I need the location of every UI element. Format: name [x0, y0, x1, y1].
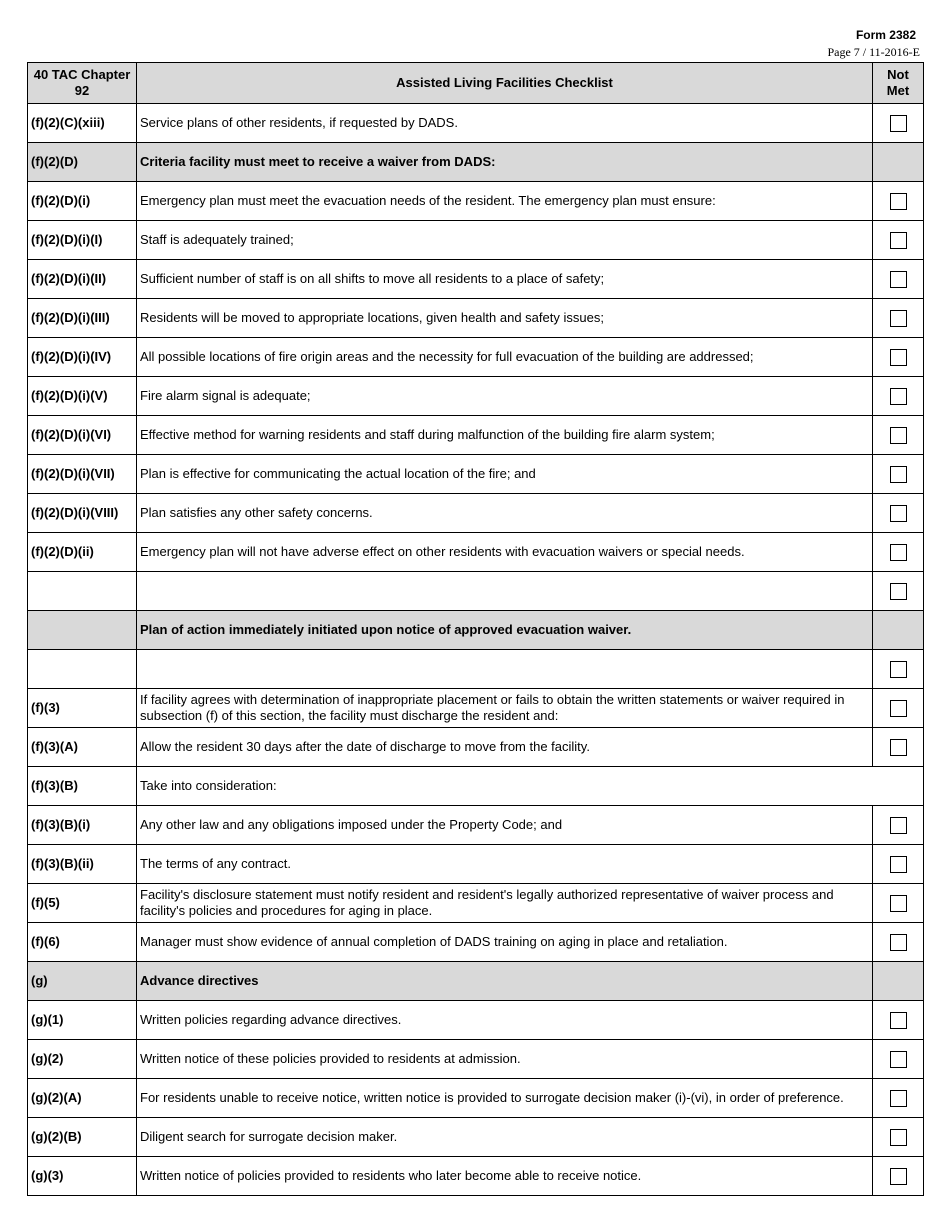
not-met-checkbox[interactable] [890, 1129, 907, 1146]
table-row [28, 1001, 924, 1040]
checklist-table [27, 62, 924, 1196]
requirement-text: Service plans of other residents, if requested by DADS. [137, 104, 873, 143]
rule-code: (f)(2)(C)(xiii) [28, 104, 137, 143]
not-met-cell [873, 572, 924, 611]
not-met-cell [873, 143, 924, 182]
table-row [28, 338, 924, 377]
table-row [28, 104, 924, 143]
not-met-cell [873, 377, 924, 416]
table-row [28, 1079, 924, 1118]
not-met-checkbox[interactable] [890, 934, 907, 951]
not-met-cell [873, 650, 924, 689]
table-row [28, 572, 924, 611]
rule-code: (f)(2)(D) [28, 143, 137, 182]
not-met-checkbox[interactable] [890, 895, 907, 912]
requirement-text: The terms of any contract. [137, 845, 873, 884]
not-met-checkbox[interactable] [890, 739, 907, 756]
section-heading: Plan of action immediately initiated upon notice of approved evacuation waiver. [137, 611, 873, 650]
not-met-cell [873, 1040, 924, 1079]
rule-code: (f)(3)(B) [28, 767, 137, 806]
not-met-checkbox[interactable] [890, 505, 907, 522]
table-row [28, 767, 924, 806]
not-met-cell [873, 494, 924, 533]
not-met-checkbox[interactable] [890, 1090, 907, 1107]
requirement-text [137, 572, 873, 611]
requirement-text: If facility agrees with determination of inappropriate placement or fails to obtain the written statements or waiver required in subsection (f) of this section, the facility must discharge the resident and: [137, 689, 873, 728]
not-met-checkbox[interactable] [890, 427, 907, 444]
rule-code: (f)(6) [28, 923, 137, 962]
not-met-checkbox[interactable] [890, 466, 907, 483]
not-met-cell [873, 1118, 924, 1157]
not-met-checkbox[interactable] [890, 817, 907, 834]
requirement-text: Written notice of these policies provided to residents at admission. [137, 1040, 873, 1079]
table-row [28, 845, 924, 884]
table-row [28, 182, 924, 221]
section-heading: Advance directives [137, 962, 873, 1001]
table-row [28, 728, 924, 767]
requirement-text: Facility's disclosure statement must notify resident and resident's legally authorized representative of waiver process and facility's policies and procedures for aging in place. [137, 884, 873, 923]
requirement-text: Diligent search for surrogate decision maker. [137, 1118, 873, 1157]
rule-code: (f)(3) [28, 689, 137, 728]
table-row [28, 1118, 924, 1157]
not-met-cell [873, 806, 924, 845]
table-row [28, 416, 924, 455]
not-met-checkbox[interactable] [890, 856, 907, 873]
requirement-text: Staff is adequately trained; [137, 221, 873, 260]
table-row [28, 377, 924, 416]
section-row [28, 143, 924, 182]
not-met-checkbox[interactable] [890, 1168, 907, 1185]
rule-code: (g)(2)(B) [28, 1118, 137, 1157]
rule-code: (f)(2)(D)(i) [28, 182, 137, 221]
not-met-cell [873, 689, 924, 728]
rule-code: (g)(2) [28, 1040, 137, 1079]
requirement-text: For residents unable to receive notice, written notice is provided to surrogate decision maker (i)-(vi), in order of preference. [137, 1079, 873, 1118]
not-met-checkbox[interactable] [890, 349, 907, 366]
not-met-checkbox[interactable] [890, 1012, 907, 1029]
not-met-checkbox[interactable] [890, 583, 907, 600]
section-row [28, 611, 924, 650]
requirement-text: Effective method for warning residents and staff during malfunction of the building fire alarm system; [137, 416, 873, 455]
rule-code [28, 572, 137, 611]
not-met-cell [873, 182, 924, 221]
rule-code: (f)(2)(D)(i)(IV) [28, 338, 137, 377]
column-header-checklist: Assisted Living Facilities Checklist [137, 63, 873, 104]
table-row [28, 1157, 924, 1196]
not-met-cell [873, 1079, 924, 1118]
rule-code: (f)(3)(B)(i) [28, 806, 137, 845]
rule-code: (g) [28, 962, 137, 1001]
rule-code: (f)(3)(B)(ii) [28, 845, 137, 884]
not-met-cell [873, 845, 924, 884]
requirement-text: All possible locations of fire origin areas and the necessity for full evacuation of the building are addressed; [137, 338, 873, 377]
rule-code: (g)(3) [28, 1157, 137, 1196]
not-met-checkbox[interactable] [890, 661, 907, 678]
table-row [28, 650, 924, 689]
table-row [28, 884, 924, 923]
column-header-code: 40 TAC Chapter 92 [28, 63, 137, 104]
requirement-text: Allow the resident 30 days after the date of discharge to move from the facility. [137, 728, 873, 767]
requirement-text: Written notice of policies provided to residents who later become able to receive notice. [137, 1157, 873, 1196]
rule-code: (g)(1) [28, 1001, 137, 1040]
not-met-cell [873, 338, 924, 377]
rule-code: (f)(2)(D)(i)(II) [28, 260, 137, 299]
not-met-cell [873, 260, 924, 299]
requirement-text: Any other law and any obligations imposed under the Property Code; and [137, 806, 873, 845]
requirement-text: Fire alarm signal is adequate; [137, 377, 873, 416]
requirement-text: Residents will be moved to appropriate locations, given health and safety issues; [137, 299, 873, 338]
rule-code: (f)(2)(D)(ii) [28, 533, 137, 572]
requirement-text: Plan is effective for communicating the actual location of the fire; and [137, 455, 873, 494]
not-met-checkbox[interactable] [890, 700, 907, 717]
not-met-checkbox[interactable] [890, 232, 907, 249]
table-row [28, 455, 924, 494]
not-met-cell [873, 962, 924, 1001]
not-met-cell [873, 923, 924, 962]
rule-code: (f)(2)(D)(i)(VI) [28, 416, 137, 455]
not-met-checkbox[interactable] [890, 1051, 907, 1068]
section-row [28, 962, 924, 1001]
not-met-checkbox[interactable] [890, 388, 907, 405]
not-met-cell [873, 299, 924, 338]
requirement-text [137, 650, 873, 689]
table-row [28, 923, 924, 962]
column-header-not-met: Not Met [873, 63, 924, 104]
rule-code: (f)(2)(D)(i)(III) [28, 299, 137, 338]
rule-code: (f)(3)(A) [28, 728, 137, 767]
requirement-text: Emergency plan will not have adverse effect on other residents with evacuation waivers or special needs. [137, 533, 873, 572]
requirement-text: Plan satisfies any other safety concerns. [137, 494, 873, 533]
table-header-row [28, 63, 924, 104]
table-row [28, 221, 924, 260]
not-met-cell [873, 611, 924, 650]
not-met-cell [873, 533, 924, 572]
rule-code: (f)(2)(D)(i)(VIII) [28, 494, 137, 533]
not-met-checkbox[interactable] [890, 310, 907, 327]
table-row [28, 689, 924, 728]
table-row [28, 494, 924, 533]
not-met-cell [873, 1001, 924, 1040]
requirement-text: Written policies regarding advance directives. [137, 1001, 873, 1040]
table-row [28, 299, 924, 338]
rule-code [28, 611, 137, 650]
requirement-text: Manager must show evidence of annual completion of DADS training on aging in place and retaliation. [137, 923, 873, 962]
requirement-text: Emergency plan must meet the evacuation needs of the resident. The emergency plan must ensure: [137, 182, 873, 221]
requirement-text: Sufficient number of staff is on all shifts to move all residents to a place of safety; [137, 260, 873, 299]
not-met-checkbox[interactable] [890, 193, 907, 210]
form-number: Form 2382 [855, 28, 916, 42]
rule-code: (f)(2)(D)(i)(I) [28, 221, 137, 260]
not-met-cell [873, 455, 924, 494]
requirement-text: Take into consideration: [137, 767, 924, 806]
not-met-cell [873, 416, 924, 455]
table-row [28, 1040, 924, 1079]
not-met-checkbox[interactable] [890, 544, 907, 561]
rule-code: (f)(2)(D)(i)(VII) [28, 455, 137, 494]
table-row [28, 806, 924, 845]
table-row [28, 260, 924, 299]
not-met-cell [873, 221, 924, 260]
not-met-cell [873, 1157, 924, 1196]
section-heading: Criteria facility must meet to receive a waiver from DADS: [137, 143, 873, 182]
page-info: Page 7 / 11-2016-E [827, 45, 920, 59]
not-met-cell [873, 104, 924, 143]
not-met-checkbox[interactable] [890, 115, 907, 132]
rule-code [28, 650, 137, 689]
not-met-cell [873, 884, 924, 923]
rule-code: (f)(2)(D)(i)(V) [28, 377, 137, 416]
rule-code: (g)(2)(A) [28, 1079, 137, 1118]
not-met-cell [873, 728, 924, 767]
not-met-checkbox[interactable] [890, 271, 907, 288]
rule-code: (f)(5) [28, 884, 137, 923]
table-row [28, 533, 924, 572]
